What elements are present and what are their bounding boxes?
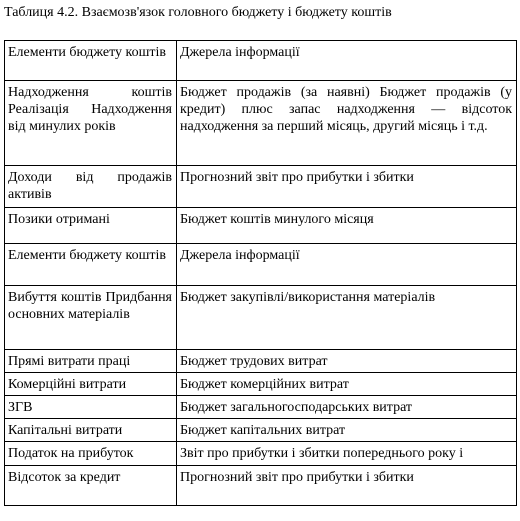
- table-row: [5, 466, 517, 506]
- table-row: [5, 208, 517, 244]
- table-row: [5, 396, 517, 419]
- cell-source: Бюджет загальногосподарських витрат: [177, 396, 517, 419]
- budget-relationship-table: [4, 40, 517, 506]
- cell-source: Звіт про прибутки і збитки попереднього року і: [177, 442, 517, 466]
- cell-source: Бюджет закупівлі/використання матеріалів: [177, 286, 517, 350]
- table-row: [5, 286, 517, 350]
- cell-element: Вибуття коштів Придбання основних матеріалів: [5, 286, 177, 350]
- cell-element: Доходи від продажів активів: [5, 166, 177, 208]
- cell-source: Бюджет коштів минулого місяця: [177, 208, 517, 244]
- cell-source: Бюджет комерційних витрат: [177, 373, 517, 396]
- cell-source: Бюджет трудових витрат: [177, 350, 517, 373]
- cell-element: Прямі витрати праці: [5, 350, 177, 373]
- table-row: [5, 373, 517, 396]
- cell-source: Прогнозний звіт про прибутки і збитки: [177, 166, 517, 208]
- table-caption: Таблиця 4.2. Взаємозв'язок головного бюджету і бюджету коштів: [4, 5, 392, 20]
- cell-element: Позики отримані: [5, 208, 177, 244]
- cell-element: Відсоток за кредит: [5, 466, 177, 506]
- cell-source: Прогнозний звіт про прибутки і збитки: [177, 466, 517, 506]
- cell-source: Бюджет капітальних витрат: [177, 419, 517, 442]
- table-row: [5, 244, 517, 286]
- cell-element: Елементи бюджету коштів: [5, 41, 177, 81]
- cell-element: Капітальні витрати: [5, 419, 177, 442]
- table-row: [5, 41, 517, 81]
- table-row: [5, 419, 517, 442]
- table-row: [5, 166, 517, 208]
- cell-element: Елементи бюджету коштів: [5, 244, 177, 286]
- cell-source: Джерела інформації: [177, 41, 517, 81]
- cell-element: Податок на прибуток: [5, 442, 177, 466]
- cell-element: Комерційні витрати: [5, 373, 177, 396]
- table-row: [5, 442, 517, 466]
- table-row: [5, 350, 517, 373]
- cell-source: Бюджет продажів (за наявні) Бюджет продажів (у кредит) плюс запас надходження — відсоток надходження за перший місяць, другий місяць і т.д.: [177, 81, 517, 166]
- table-row: [5, 81, 517, 166]
- cell-element: Надходження коштів Реалізація Надходження від минулих років: [5, 81, 177, 166]
- cell-source: Джерела інформації: [177, 244, 517, 286]
- cell-element: ЗГВ: [5, 396, 177, 419]
